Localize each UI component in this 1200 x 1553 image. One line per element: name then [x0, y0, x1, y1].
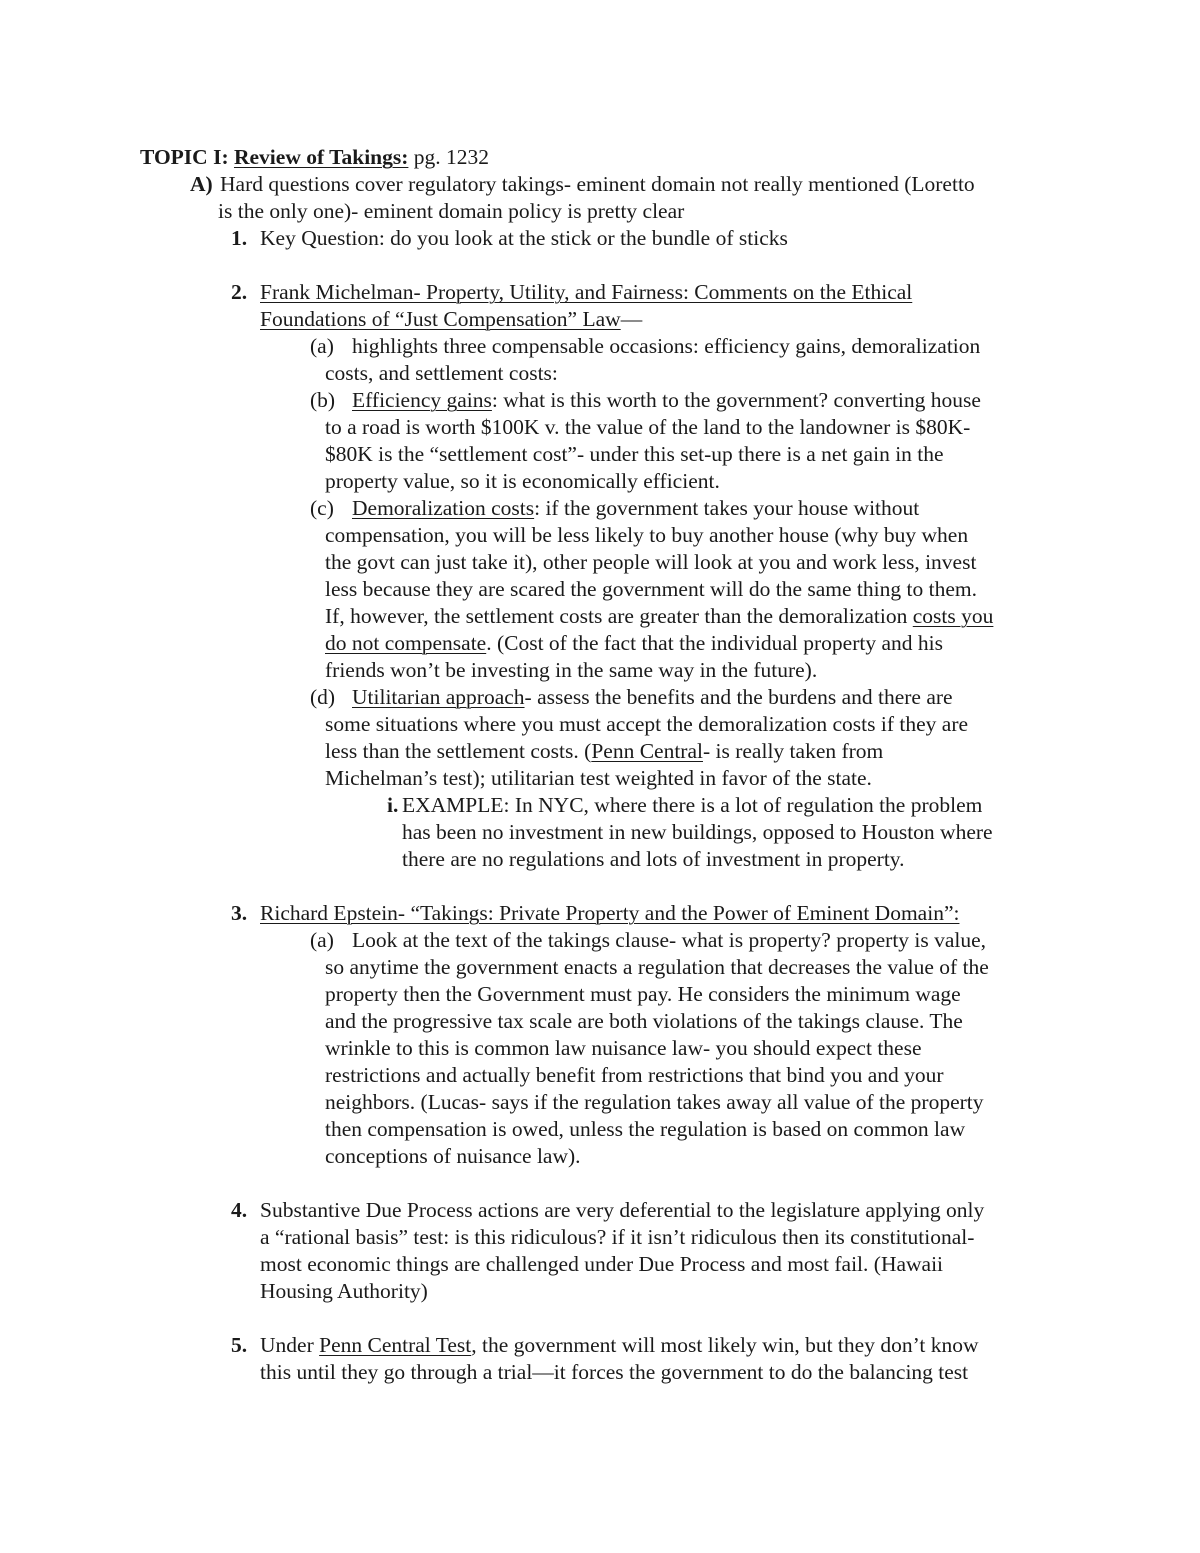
item-2d-line: some situations where you must accept the demoralization costs if they are: [325, 712, 969, 736]
item-2d-line: [352, 684, 953, 711]
item-2c-line: [325, 603, 993, 630]
item-1-number: 1.: [231, 226, 248, 250]
item-2di-line: has been no investment in new buildings, opposed to Houston where: [402, 820, 993, 844]
item-3a-line: conceptions of nuisance law).: [325, 1144, 581, 1168]
item-3a-line: Look at the text of the takings clause- what is property? property is value,: [352, 928, 987, 952]
item-2c-line: friends won’t be investing in the same way in the future).: [325, 658, 818, 682]
item-2a-marker: (a): [310, 334, 334, 358]
item-2d-text: less than the settlement costs. (: [325, 739, 592, 763]
item-2b-line: [352, 387, 981, 414]
item-2a-line: highlights three compensable occasions: efficiency gains, demoralization: [352, 334, 981, 358]
item-4-line: a “rational basis” test: is this ridiculous? if it isn’t ridiculous then its constitutional-: [260, 1225, 975, 1249]
item-2di-line: there are no regulations and lots of investment in property.: [402, 847, 905, 871]
penn-central-test-term: Penn Central Test: [319, 1333, 472, 1357]
item-3a-marker: (a): [310, 928, 334, 952]
item-2-title-dash: —: [620, 307, 643, 331]
item-2-title-line: Frank Michelman- Property, Utility, and Fairness: Comments on the Ethical: [260, 280, 913, 304]
item-2d-line: [325, 738, 883, 765]
item-2b-line: to a road is worth $100K v. the value of the land to the landowner is $80K-: [325, 415, 971, 439]
item-2a-line: costs, and settlement costs:: [325, 361, 558, 385]
item-3a-line: wrinkle to this is common law nuisance law- you should expect these: [325, 1036, 922, 1060]
item-2b-marker: (b): [310, 388, 336, 412]
item-2d-text: - assess the benefits and the burdens and there are: [524, 685, 953, 709]
item-5-text: Under: [260, 1333, 320, 1357]
section-a-line: is the only one)- eminent domain policy is pretty clear: [218, 199, 685, 223]
item-2c-marker: (c): [310, 496, 334, 520]
section-a-line: Hard questions cover regulatory takings- eminent domain not really mentioned (Loretto: [220, 172, 975, 196]
item-2b-line: $80K is the “settlement cost”- under this set-up there is a net gain in the: [325, 442, 944, 466]
item-5-text: , the government will most likely win, but they don’t know: [471, 1333, 979, 1357]
item-2c-line: [325, 630, 943, 657]
item-2c-text: If, however, the settlement costs are greater than the demoralization: [325, 604, 913, 628]
penn-central-term: Penn Central: [591, 739, 703, 763]
item-2d-text: - is really taken from: [702, 739, 884, 763]
item-3a-line: neighbors. (Lucas- says if the regulation takes away all value of the property: [325, 1090, 984, 1114]
item-2di-marker: i.: [387, 793, 399, 817]
section-a-marker: A): [190, 172, 213, 196]
item-4-line: Housing Authority): [260, 1279, 428, 1303]
item-2c-line: compensation, you will be less likely to buy another house (why buy when: [325, 523, 969, 547]
item-2-title-text: Foundations of “Just Compensation” Law: [260, 307, 621, 331]
item-2c-line: the govt can just take it), other people will look at you and work less, invest: [325, 550, 977, 574]
item-3a-line: property then the Government must pay. He considers the minimum wage: [325, 982, 961, 1006]
item-3a-line: so anytime the government enacts a regulation that decreases the value of the: [325, 955, 989, 979]
efficiency-gains-term: Efficiency gains: [352, 388, 492, 412]
item-2d-marker: (d): [310, 685, 336, 709]
item-3-title: Richard Epstein- “Takings: Private Property and the Power of Eminent Domain”:: [260, 901, 960, 925]
item-2c-line: less because they are scared the government will do the same thing to them.: [325, 577, 977, 601]
item-5-line: this until they go through a trial—it forces the government to do the balancing test: [260, 1360, 969, 1384]
item-5-number: 5.: [231, 1333, 248, 1357]
item-2c-underlined-text: costs you: [912, 604, 994, 628]
utilitarian-approach-term: Utilitarian approach: [352, 685, 525, 709]
item-2d-line: Michelman’s test); utilitarian test weighted in favor of the state.: [325, 766, 872, 790]
item-4-line: most economic things are challenged under Due Process and most fail. (Hawaii: [260, 1252, 944, 1276]
item-2b-text: : what is this worth to the government? converting house: [491, 388, 981, 412]
item-2b-line: property value, so it is economically efficient.: [325, 469, 720, 493]
item-3a-line: and the progressive tax scale are both violations of the takings clause. The: [325, 1009, 963, 1033]
item-5-line: [260, 1332, 978, 1359]
item-2-number: 2.: [231, 280, 248, 304]
item-4-line: Substantive Due Process actions are very deferential to the legislature applying only: [260, 1198, 985, 1222]
item-1-text: Key Question: do you look at the stick or the bundle of sticks: [260, 226, 788, 250]
item-3-number: 3.: [231, 901, 248, 925]
topic-title: Review of Takings:: [233, 145, 409, 169]
item-3a-line: then compensation is owed, unless the regulation is based on common law: [325, 1117, 966, 1141]
item-2c-text: . (Cost of the fact that the individual property and his: [486, 631, 943, 655]
page-reference: pg. 1232: [413, 145, 490, 169]
item-3a-line: restrictions and actually benefit from restrictions that bind you and your: [325, 1063, 944, 1087]
topic-label: TOPIC I:: [140, 145, 229, 169]
item-4-number: 4.: [231, 1198, 248, 1222]
topic-heading: [140, 144, 489, 171]
item-2di-line: EXAMPLE: In NYC, where there is a lot of regulation the problem: [402, 793, 983, 817]
item-2-title-line: [260, 306, 642, 333]
demoralization-costs-term: Demoralization costs: [352, 496, 535, 520]
item-2c-text: : if the government takes your house without: [534, 496, 920, 520]
item-2c-line: [352, 495, 919, 522]
item-2c-underlined-text: do not compensate: [325, 631, 487, 655]
